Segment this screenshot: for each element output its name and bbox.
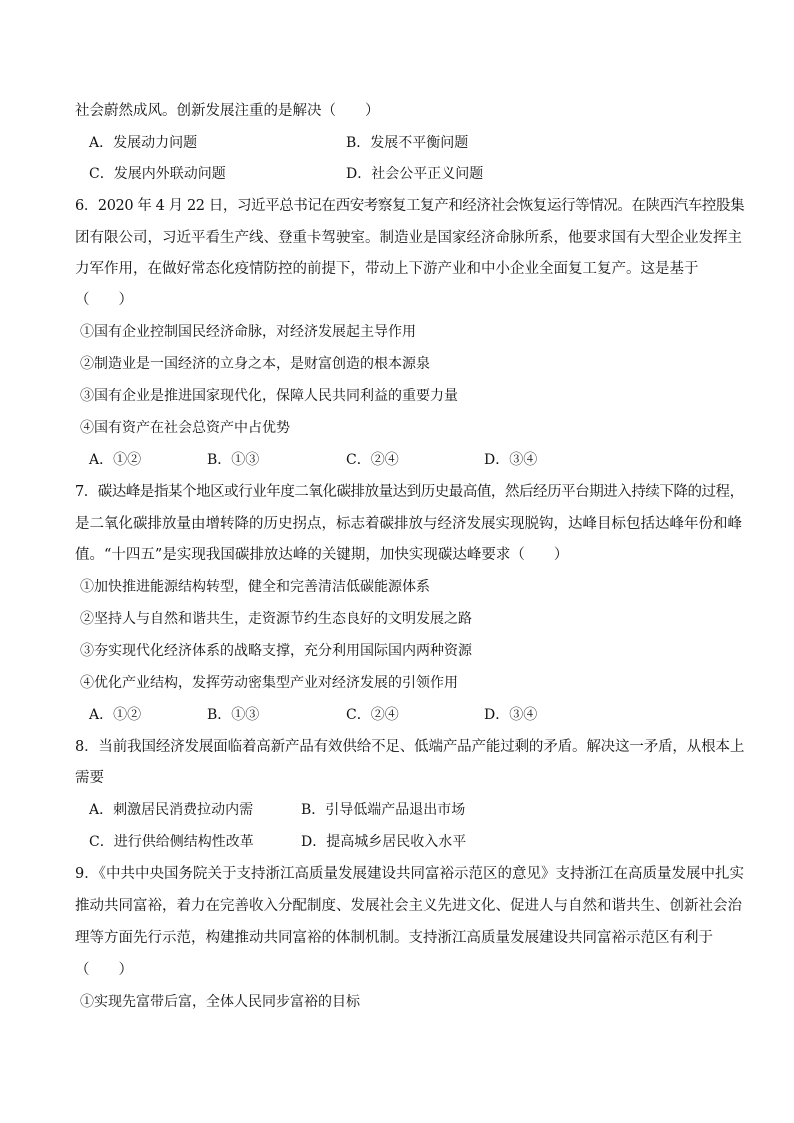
q6-options-row [0,450,794,470]
q6-option-b[interactable]: B．①③ [207,452,260,468]
q8-option-c[interactable]: C．进行供给侧结构性改革 [89,834,254,850]
q7-option-c[interactable]: C．②④ [346,707,399,723]
q7-statement-2: ②坚持人与自然和谐共生，走资源节约生态良好的文明发展之路 [80,611,472,627]
q7-option-b[interactable]: B．①③ [207,707,260,723]
q6-answer-blank: （ ） [75,292,133,308]
q5-option-a[interactable]: A．发展动力问题 [89,135,198,151]
q8-option-b[interactable]: B．引导低端产品退出市场 [301,802,466,818]
q9-answer-blank: （ ） [75,962,133,978]
q9-stem-line-1: 9．《中共中央国务院关于支持浙江高质量发展建设共同富裕示范区的意见》支持浙江在高质量发展中扎实 [75,866,744,882]
q8-options-row-2 [0,832,794,852]
q6-statement-4: ④国有资产在社会总资产中占优势 [80,420,290,436]
q5-stem-tail: 社会蔚然成风。创新发展注重的是解决（ ） [75,103,380,119]
q7-option-a[interactable]: A．①② [89,707,142,723]
q8-option-a[interactable]: A．刺激居民消费拉动内需 [89,802,254,818]
q5-options-row-1 [0,133,794,153]
q8-options-row-1 [0,800,794,820]
q7-stem-line-3: 值。“十四五”是实现我国碳排放达峰的关键期，加快实现碳达峰要求（ ） [75,547,569,563]
q6-option-d[interactable]: D．③④ [484,452,538,468]
q9-statement-1: ①实现先富带后富，全体人民同步富裕的目标 [80,994,360,1010]
q5-option-c[interactable]: C．发展内外联动问题 [89,166,226,182]
q5-options-row-2 [0,164,794,184]
q7-statement-3: ③夯实现代化经济体系的战略支撑，充分利用国际国内两种资源 [80,643,472,659]
q8-option-d[interactable]: D．提高城乡居民收入水平 [301,834,467,850]
q9-stem-line-2: 推动共同富裕，着力在完善收入分配制度、发展社会主义先进文化、促进人与自然和谐共生、创新社会治 [75,898,742,914]
q6-option-a[interactable]: A．①② [89,452,142,468]
q6-statement-2: ②制造业是一国经济的立身之本，是财富创造的根本源泉 [80,356,430,372]
q7-option-d[interactable]: D．③④ [484,707,538,723]
q5-option-b[interactable]: B．发展不平衡问题 [346,135,469,151]
q7-options-row [0,705,794,725]
q6-stem-line-1: 6．2020 年 4 月 22 日，习近平总书记在西安考察复工复产和经济社会恢复运行等情况。在陕西汽车控股集 [75,198,745,214]
q7-stem-line-2: 是二氧化碳排放量由增转降的历史拐点，标志着碳排放与经济发展实现脱钩，达峰目标包括达峰年份和峰 [75,516,742,532]
q7-statement-1: ①加快推进能源结构转型，健全和完善清洁低碳能源体系 [80,579,430,595]
q8-stem-line-2: 需要 [75,770,104,786]
q8-stem-line-1: 8．当前我国经济发展面临着高新产品有效供给不足、低端产品产能过剩的矛盾。解决这一矛盾，从根本上 [75,739,745,755]
q7-stem-line-1: 7．碳达峰是指某个地区或行业年度二氧化碳排放量达到历史最高值，然后经历平台期进入持续下降的过程， [75,484,744,500]
q5-option-d[interactable]: D．社会公平正义问题 [346,166,484,182]
q6-stem-line-2: 团有限公司，习近平看生产线、登重卡驾驶室。制造业是国家经济命脉所系，他要求国有大型企业发挥主 [75,230,742,246]
q6-statement-1: ①国有企业控制国民经济命脉，对经济发展起主导作用 [80,324,416,340]
q7-statement-4: ④优化产业结构，发挥劳动密集型产业对经济发展的引领作用 [80,675,458,691]
q6-option-c[interactable]: C．②④ [346,452,399,468]
q6-stem-line-3: 力军作用，在做好常态化疫情防控的前提下，带动上下游产业和中小企业全面复工复产。这是基于 [75,261,699,277]
q9-stem-line-3: 理等方面先行示范，构建推动共同富裕的体制机制。支持浙江高质量发展建设共同富裕示范区有利于 [75,930,713,946]
q6-statement-3: ③国有企业是推进国家现代化，保障人民共同利益的重要力量 [80,388,458,404]
